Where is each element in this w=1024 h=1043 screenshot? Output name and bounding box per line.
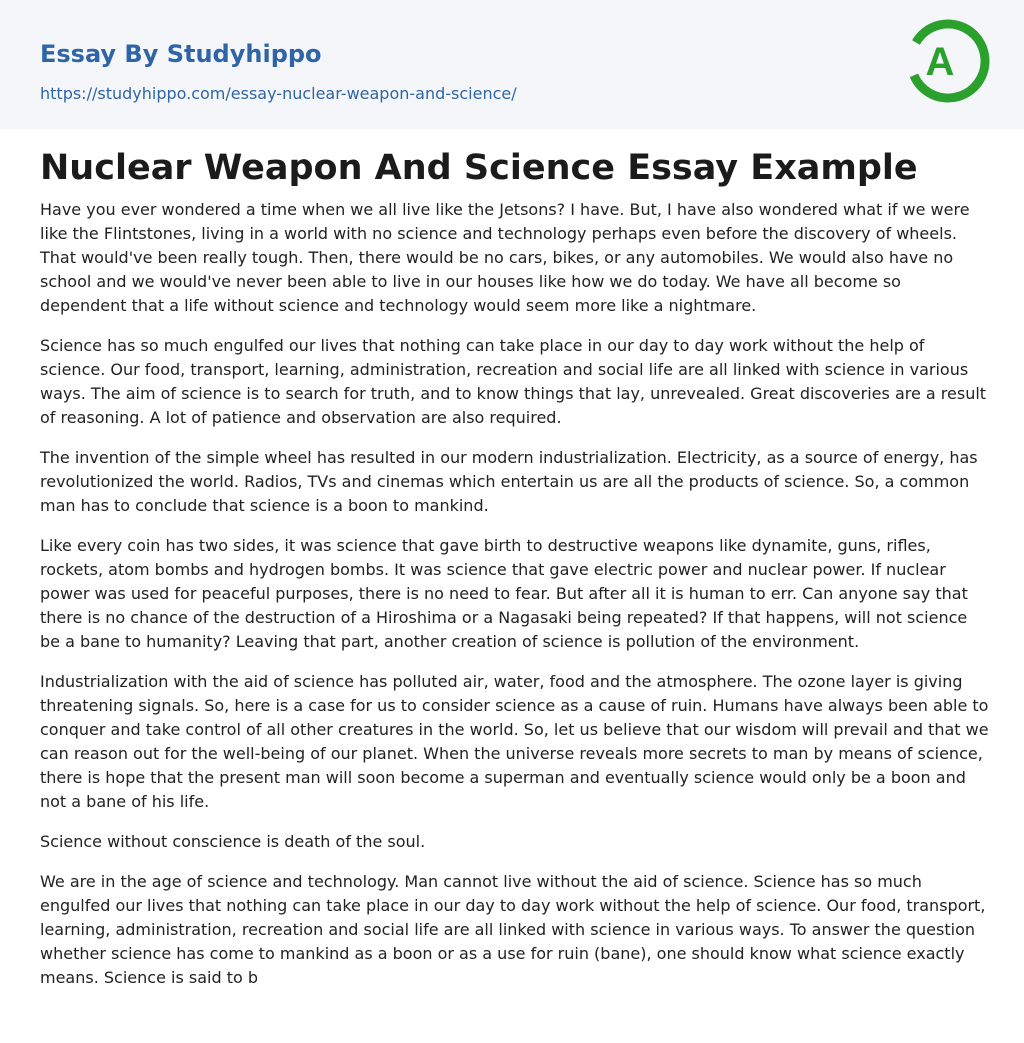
studyhippo-logo-icon[interactable] [905,18,991,104]
site-brand[interactable]: Essay By Studyhippo [40,40,322,68]
essay-paragraph-4: Like every coin has two sides, it was science that gave birth to destructive weapons like dynamite, guns, rifles, rockets, atom bombs and hydrogen bombs. It was science that gave electric power and nuclear power. If nuclear power was used for peaceful purposes, there is no need to fear. But after all it is human to err. Can anyone say that there is no chance of the destruction of a Hiroshima or a Nagasaki being repeated? If that happens, will not science be a bane to humanity? Leaving that part, another creation of science is pollution of the environment. [40,536,968,651]
logo-letter: A [925,40,955,84]
essay-paragraph-2: Science has so much engulfed our lives that nothing can take place in our day to day work without the help of science. Our food, transport, learning, administration, recreation and social life are all linked with science in various ways. The aim of science is to search for truth, and to know things that lay, unrevealed. Great discoveries are a result of reasoning. A lot of patience and observation are also required. [40,336,987,427]
essay-url-link[interactable]: https://studyhippo.com/essay-nuclear-weapon-and-science/ [40,84,517,103]
essay-paragraph-6: Science without conscience is death of the soul. [40,832,426,851]
essay-title: Nuclear Weapon And Science Essay Example [40,148,918,188]
essay-content [40,146,990,1006]
essay-paragraph-1: Have you ever wondered a time when we all live like the Jetsons? I have. But, I have also wondered what if we were like the Flintstones, living in a world with no science and technology perhaps even before the discovery of wheels. That would've been really tough. Then, there would be no cars, bikes, or any automobiles. We would also have no school and we would've never been able to live in our houses like how we do today. We have all become so dependent that a life without science and technology would seem more like a nightmare. [40,200,970,315]
essay-paragraph-5: Industrialization with the aid of science has polluted air, water, food and the atmosphere. The ozone layer is giving threatening signals. So, here is a case for us to consider science as a cause of ruin. Humans have always been able to conquer and take control of all other creatures in the world. So, let us believe that our wisdom will prevail and that we can reason out for the well-being of our planet. When the universe reveals more secrets to man by means of science, there is hope that the present man will soon become a superman and eventually science would only be a boon and not a bane of his life. [40,672,989,811]
essay-paragraph-3: The invention of the simple wheel has resulted in our modern industrialization. Electricity, as a source of energy, has revolutionized the world. Radios, TVs and cinemas which entertain us are all the products of science. So, a common man has to conclude that science is a boon to mankind. [40,448,978,515]
site-header [0,0,1024,129]
essay-paragraph-7: We are in the age of science and technology. Man cannot live without the aid of science. Science has so much engulfed our lives that nothing can take place in our day to day work without the help of science. Our food, transport, learning, administration, recreation and social life are all linked with science in various ways. To answer the question whether science has come to mankind as a boon or as a use for ruin (bane), one should know what science exactly means. Science is said to b [40,872,986,987]
